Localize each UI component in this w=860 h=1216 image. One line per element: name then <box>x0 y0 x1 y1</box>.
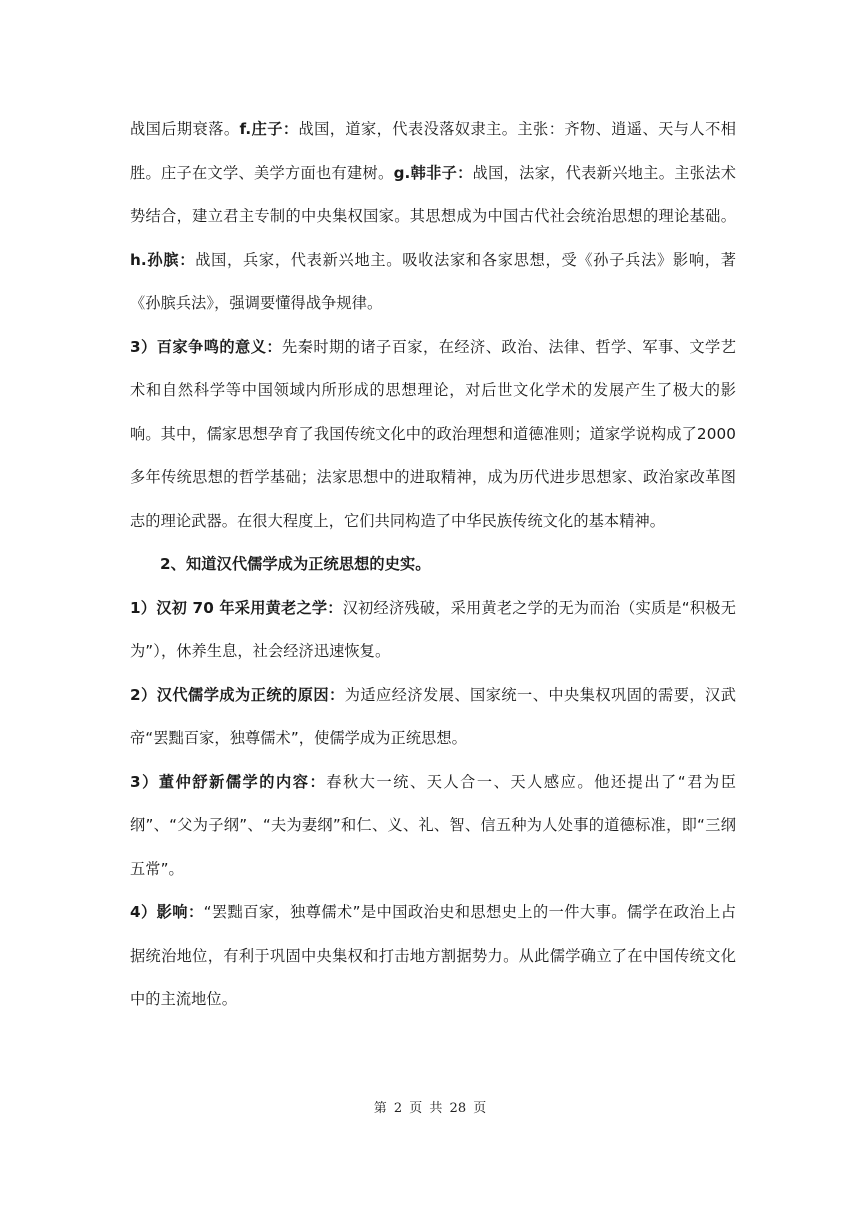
text-run: 春秋大一统、天人合一、天人感应。他还提出了“君为臣纲”、“父为子纲”、“夫为妻纲”和仁、义、礼、智、信五种为人处事的道德标准，即“三纲五常”。 <box>130 772 736 878</box>
text-run: 战国，兵家，代表新兴地主。吸收法家和各家思想，受《孙子兵法》影响，著《孙膑兵法》，强调要懂得战争规律。 <box>130 250 736 312</box>
bold-run: 4）影响： <box>130 903 204 921</box>
paragraph <box>130 891 736 1022</box>
text-run: 战国，道家，代表没落奴隶主。主张：齐物、逍遥、天与人不相胜。庄子在文学、美学方面也有建树。 <box>130 120 736 182</box>
bold-run: g.韩非子： <box>393 163 473 182</box>
bold-run: f.庄子： <box>239 120 299 138</box>
bold-run: 2、知道汉代儒学成为正统思想的史实。 <box>160 555 431 573</box>
paragraph <box>130 326 736 544</box>
text-run: 战国后期衰落。 <box>130 120 240 138</box>
paragraph <box>130 108 736 326</box>
paragraph <box>130 587 736 674</box>
document-body <box>130 108 736 1022</box>
page-footer: 第 2 页 共 28 页 <box>373 1101 487 1116</box>
section-heading <box>130 543 736 587</box>
paragraph <box>130 674 736 761</box>
bold-run: 3）董仲舒新儒学的内容： <box>130 772 327 791</box>
bold-run: 2）汉代儒学成为正统的原因： <box>130 685 345 704</box>
text-run: 先秦时期的诸子百家，在经济、政治、法律、哲学、军事、文学艺术和自然科学等中国领域内所形成的思想理论，对后世文化学术的发展产生了极大的影响。其中，儒家思想孕育了我国传统文化中的政治理想和道德准则；道家学说构成了2000多年传统思想的哲学基础；法家思想中的进取精神，成为历代进步思想家、政治家改革图志的理论武器。在很大程度上，它们共同构造了中华民族传统文化的基本精神。 <box>130 337 736 530</box>
bold-run: 1）汉初 70 年采用黄老之学： <box>130 598 343 617</box>
text-run: 汉初经济残破，采用黄老之学的无为而治（实质是“积极无为”），休养生息，社会经济迅速恢复。 <box>130 598 736 660</box>
text-run: 为适应经济发展、国家统一、中央集权巩固的需要，汉武帝“罢黜百家，独尊儒术”，使儒学成为正统思想。 <box>130 685 737 747</box>
bold-run: h.孙膑： <box>130 250 196 269</box>
text-run: “罢黜百家，独尊儒术”是中国政治史和思想史上的一件大事。儒学在政治上占据统治地位，有利于巩固中央集权和打击地方割据势力。从此儒学确立了在中国传统文化中的主流地位。 <box>130 903 736 1008</box>
paragraph <box>130 761 736 892</box>
text-run: 战国，法家，代表新兴地主。主张法术势结合，建立君主专制的中央集权国家。其思想成为中国古代社会统治思想的理论基础。 <box>130 163 737 225</box>
bold-run: 3）百家争鸣的意义： <box>130 337 283 356</box>
